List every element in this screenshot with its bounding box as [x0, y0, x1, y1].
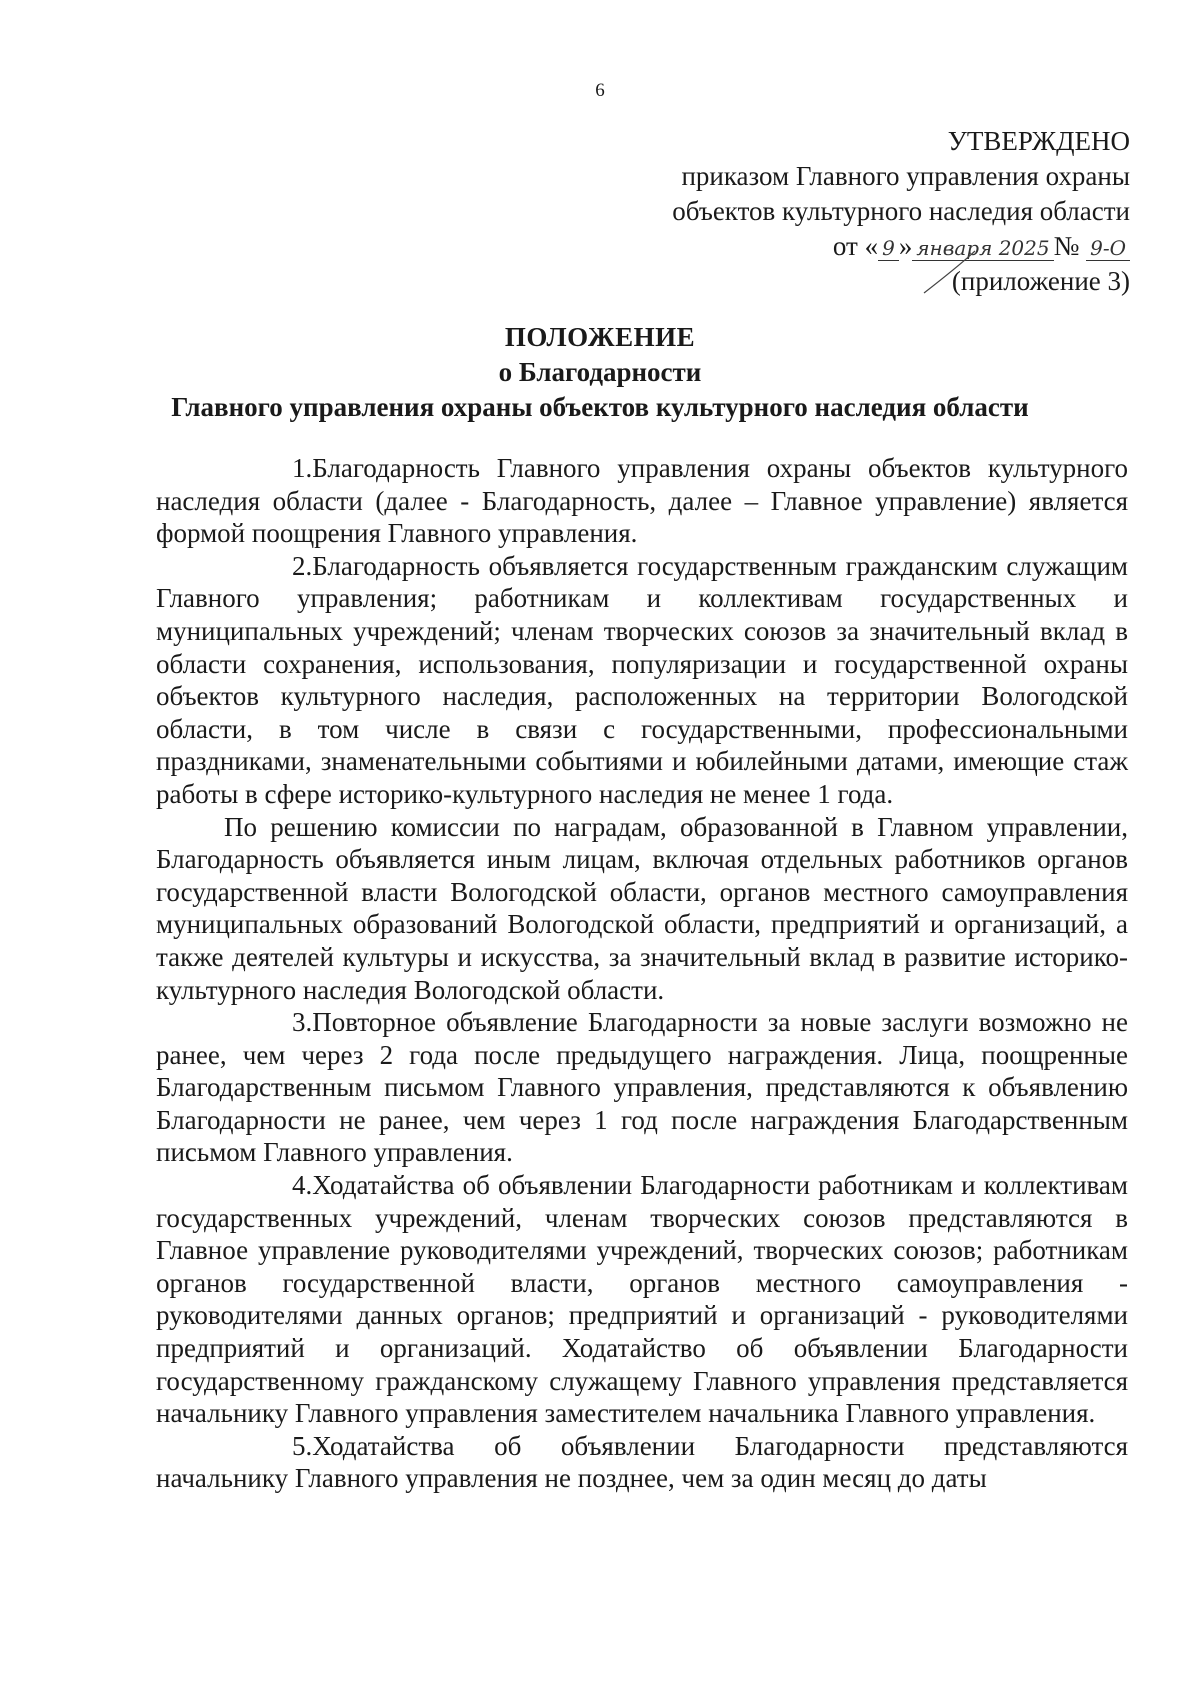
paragraph-2-continued — [156, 811, 1128, 1007]
paragraph-number: 4. — [292, 1170, 313, 1201]
paragraph-text: Благодарность Главного управления охраны объектов культурного наследия области (далее - Благодарность, далее – Главное управление) является формой поощрения Главного управления. — [156, 453, 1128, 549]
title-line-3: Главного управления охраны объектов культурного наследия области — [171, 392, 1029, 422]
approval-line-1: приказом Главного управления охраны — [681, 161, 1130, 191]
title-line-1: ПОЛОЖЕНИЕ — [504, 322, 696, 352]
paragraph-2 — [156, 550, 1128, 811]
paragraph-text: Повторное объявление Благодарности за новые заслуги возможно не ранее, чем через 2 года после предыдущего награждения. Лица, поощренные Благодарственным письмом Главного управления, представляются к объявлению Благодарности не ранее, чем через 1 год после награждения Благодарственным письмом Главного управления. — [156, 1007, 1128, 1168]
pen-stroke-mark — [920, 247, 980, 297]
paragraph-text: Благодарность объявляется государственным гражданским служащим Главного управления; работникам и коллективам государственных и муниципальных учреждений; членам творческих союзов за значительный вклад в области сохранения, использования, популяризации и государственной охраны объектов культурного наследия, расположенных на территории Вологодской области, в том числе в связи с государственными, профессиональными праздниками, знаменательными событиями и юбилейными датами, имеющие стаж работы в сфере историко-культурного наследия не менее 1 года. — [156, 550, 1128, 809]
paragraph-text: По решению комиссии по наградам, образованной в Главном управлении, Благодарность объявляется иным лицам, включая отдельных работников органов государственной власти Вологодской области, органов местного самоуправления муниципальных образований Вологодской области, предприятий и организаций, а также деятелей культуры и искусства, за значительный вклад в развитие историко-культурного наследия Вологодской области. — [156, 811, 1128, 1005]
paragraph-number: 1. — [292, 453, 313, 483]
paragraph-number: 2. — [292, 550, 313, 581]
page-number: 6 — [595, 80, 605, 101]
paragraph-5 — [156, 1430, 1128, 1495]
paragraph-number: 3. — [292, 1007, 313, 1038]
document-title — [0, 320, 1200, 425]
handwritten-month-year: января 2025 — [912, 236, 1053, 261]
number-sign: № — [1053, 231, 1080, 261]
approval-stamp-block — [510, 124, 1130, 299]
paragraph-number: 5. — [292, 1430, 313, 1461]
paragraph-text: Ходатайства об объявлении Благодарности работникам и коллективам государственных учреждений, членам творческих союзов представляются в Главное управление руководителями учреждений, творческих союзов; работникам органов государственной власти, органов местного самоуправления - руководителями данных органов; предприятий и организаций - руководителями предприятий и организаций. Ходатайство об объявлении Благодарности государственному гражданскому служащему Главного управления представляется начальнику Главного управления заместителем начальника Главного управления. — [156, 1170, 1128, 1429]
approval-line-2: объектов культурного наследия области — [672, 196, 1130, 226]
paragraph-text: Ходатайства об объявлении Благодарности представляются начальнику Главного управления не позднее, чем за один месяц до даты — [156, 1430, 1128, 1494]
handwritten-day: 9 — [878, 236, 899, 261]
document-body — [156, 452, 1128, 1495]
date-prefix: от « — [832, 231, 879, 261]
approval-heading: УТВЕРЖДЕНО — [947, 126, 1130, 156]
paragraph-1 — [156, 452, 1128, 550]
paragraph-4 — [156, 1169, 1128, 1430]
paragraph-3 — [156, 1006, 1128, 1169]
approval-date-line — [510, 229, 1130, 264]
title-line-2: о Благодарности — [498, 357, 702, 387]
date-mid: » — [898, 231, 913, 261]
approval-appendix: (приложение 3) — [951, 266, 1130, 296]
handwritten-order-number: 9-О — [1086, 236, 1130, 261]
